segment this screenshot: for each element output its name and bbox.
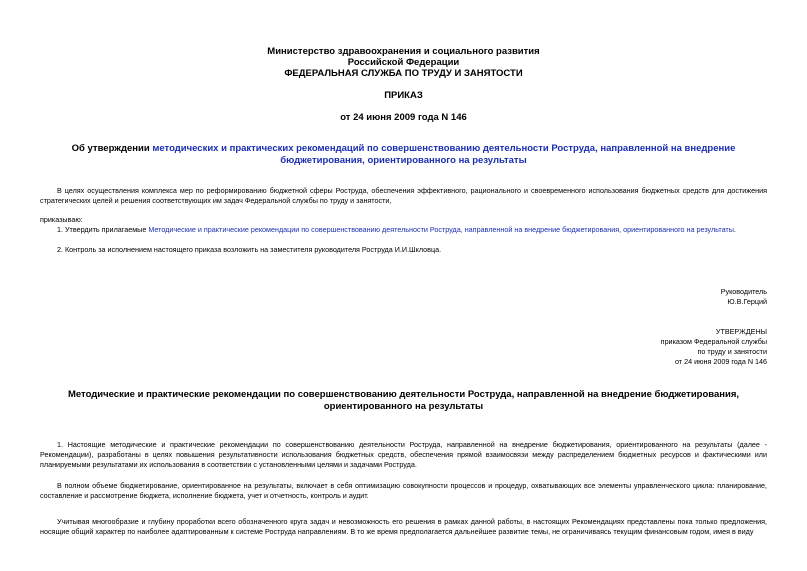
order-word: приказываю: xyxy=(40,215,83,224)
approval-line-1: УТВЕРЖДЕНЫ xyxy=(715,327,767,336)
approval-line-3: по труду и занятости xyxy=(697,347,767,356)
item-1-link[interactable]: Методические и практические рекомендации по совершенствованию деятельности Роструда, направленной на внедрение бюджетирования, ориентированного на результаты xyxy=(148,225,734,234)
recommendations-para-1: 1. Настоящие методические и практические рекомендации по совершенствованию деятельности Роструда, направленной на внедрение бюджетирования, ориентированного на результаты (далее - Рекомендации), разработаны в целях повышения результативности использования бюджетных средств, обеспечения прямой взаимосвязи между распределением бюджетных ресурсов и фактическими или планируемыми результатами их использования в соответствии с установленными целями и задачами Роструда. xyxy=(40,440,767,469)
order-title-prefix: Об утверждении xyxy=(71,143,153,154)
item-1-suffix: . xyxy=(733,225,736,234)
doc-type-heading: ПРИКАЗ xyxy=(384,90,423,101)
intro-paragraph: В целях осуществления комплекса мер по реформированию бюджетной сферы Роструда, обеспечения эффективного, рационального и своевременного использования бюджетных средств для достижения стратегических целей и решения соответствующих им задач Федеральной службы по труду и занятости, xyxy=(40,186,767,205)
doc-date-number: от 24 июня 2009 года N 146 xyxy=(340,112,467,123)
item-1-prefix: 1. Утвердить прилагаемые xyxy=(57,225,149,234)
signature-name: Ю.В.Герций xyxy=(727,297,767,306)
approval-line-2: приказом Федеральной службы xyxy=(660,337,767,346)
order-title xyxy=(40,143,767,166)
country-heading: Российской Федерации xyxy=(347,57,460,68)
recommendations-para-3: Учитывая многообразие и глубину проработки всего обозначенного круга задач и невозможность его решения в рамках данной работы, в настоящих Рекомендациях представлены пока только предложения, носящие общий характер по наиболее адаптированным к системе Роструда направлениям. В то же время предполагается дальнейшее развитие темы, не ограничиваясь текущим финансовым годом, имея в виду xyxy=(40,517,767,536)
item-1 xyxy=(57,225,767,235)
order-title-link[interactable]: методических и практических рекомендаций по совершенствованию деятельности Роструда, направленной на внедрение бюджетирования, ориентированного на результаты xyxy=(152,143,736,166)
approval-line-4: от 24 июня 2009 года N 146 xyxy=(674,357,767,366)
ministry-heading: Министерство здравоохранения и социального развития xyxy=(267,46,540,57)
service-heading: ФЕДЕРАЛЬНАЯ СЛУЖБА ПО ТРУДУ И ЗАНЯТОСТИ xyxy=(284,68,523,79)
recommendations-title: Методические и практические рекомендации по совершенствованию деятельности Роструда, направленной на внедрение бюджетирования, ориентированного на результаты xyxy=(67,389,740,412)
recommendations-para-2: В полном объеме бюджетирование, ориентированное на результаты, включает в себя оптимизацию совокупности процессов и процедур, охватывающих все элементы управленческого цикла: планирование, составление и рассмотрение бюджета, исполнение бюджета, учет и отчетность, контроль и аудит. xyxy=(40,481,767,500)
signature-position: Руководитель xyxy=(720,287,767,296)
item-2: 2. Контроль за исполнением настоящего приказа возложить на заместителя руководителя Роструда И.И.Шкловца. xyxy=(57,245,442,254)
